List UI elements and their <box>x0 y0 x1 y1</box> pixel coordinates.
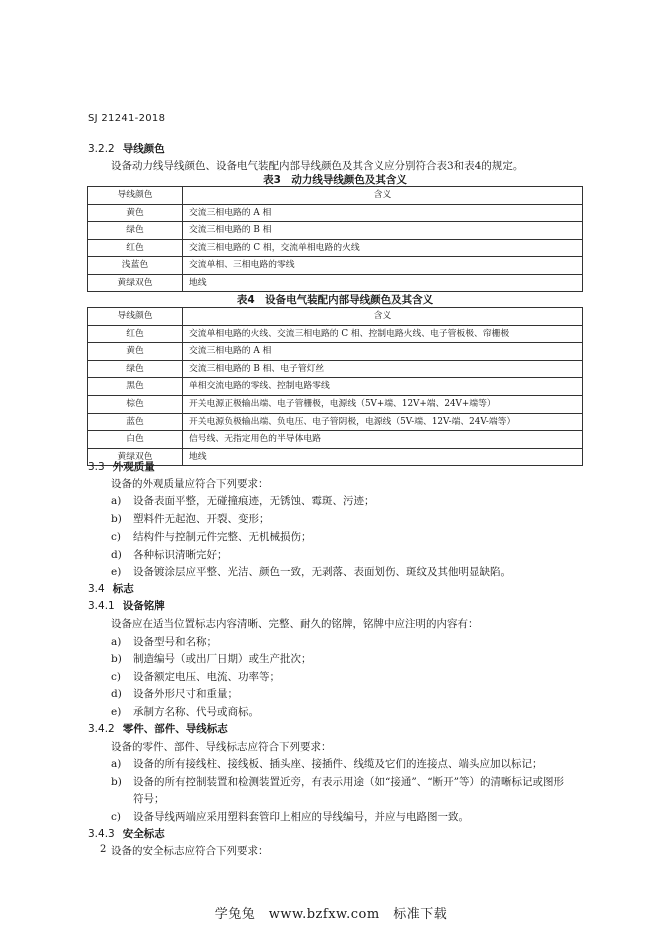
list-item-continuation: 符号； <box>133 793 165 805</box>
table-header-row <box>88 308 583 326</box>
table-row <box>88 448 583 466</box>
table-cell: 单相交流电路的零线、控制电路零线 <box>183 378 583 396</box>
table-row <box>88 360 583 378</box>
list-item: a) 设备表面平整，无碰撞痕迹，无锈蚀、霉斑、污迹； <box>111 495 375 507</box>
table-header-cell: 导线颜色 <box>88 187 183 205</box>
table-cell: 蓝色 <box>88 413 183 431</box>
section-3-4-1-intro: 设备应在适当位置标志内容清晰、完整、耐久的铭牌，铭牌中应注明的内容有： <box>111 618 479 630</box>
table-row <box>88 431 583 449</box>
table-cell: 黄绿双色 <box>88 448 183 466</box>
table-header-cell: 含义 <box>183 187 583 205</box>
list-item: c) 结构件与控制元件完整、无机械损伤； <box>111 531 312 543</box>
table-cell: 黑色 <box>88 378 183 396</box>
list-item: c) 设备额定电压、电流、功率等； <box>111 671 280 683</box>
table-cell: 交流三相电路的 B 相、电子管灯丝 <box>183 360 583 378</box>
table-cell: 信号线、无指定用色的半导体电路 <box>183 431 583 449</box>
table-header-row <box>88 187 583 205</box>
table-row <box>88 325 583 343</box>
section-3-4-2-intro: 设备的零件、部件、导线标志应符合下列要求： <box>111 741 332 753</box>
section-3-4-3-intro: 设备的安全标志应符合下列要求： <box>111 845 269 857</box>
section-3-4-1-heading: 3.4.1 设备铭牌 <box>88 600 165 612</box>
list-item: a) 设备型号和名称； <box>111 636 217 648</box>
list-item: b) 塑料件无起泡、开裂、变形； <box>111 513 270 525</box>
table-cell: 开关电源正极输出端、电子管栅极，电源线（5V+端、12V+端、24V+端等） <box>183 395 583 413</box>
list-item: c) 设备导线两端应采用塑料套管印上相应的导线编号，并应与电路图一致。 <box>111 811 469 823</box>
table-cell: 地线 <box>183 448 583 466</box>
table-cell: 棕色 <box>88 395 183 413</box>
list-item: e) 承制方名称、代号或商标。 <box>111 706 259 718</box>
table-cell: 黄色 <box>88 343 183 361</box>
table-row <box>88 274 583 292</box>
table-header-cell: 导线颜色 <box>88 308 183 326</box>
table-row <box>88 343 583 361</box>
table-3 <box>87 186 583 292</box>
table-row <box>88 395 583 413</box>
section-3-3-heading: 3.3 外观质量 <box>88 461 155 473</box>
table-cell: 交流三相电路的 C 相，交流单相电路的火线 <box>183 239 583 257</box>
table-cell: 浅蓝色 <box>88 257 183 275</box>
table-cell: 开关电源负极输出端、负电压、电子管阴极，电源线（5V-端、12V-端、24V-端等） <box>183 413 583 431</box>
table-cell: 绿色 <box>88 222 183 240</box>
table-cell: 交流三相电路的 A 相 <box>183 204 583 222</box>
table-3-caption: 表3 动力线导线颜色及其含义 <box>263 174 407 186</box>
table-header-cell: 含义 <box>183 308 583 326</box>
list-item: b) 设备的所有控制装置和检测装置近旁，有表示用途（如“接通”、“断开”等）的清晰标记或图形 <box>111 776 564 788</box>
table-row <box>88 204 583 222</box>
table-cell: 白色 <box>88 431 183 449</box>
document-id: SJ 21241-2018 <box>88 113 166 124</box>
table-cell: 黄绿双色 <box>88 274 183 292</box>
table-row <box>88 239 583 257</box>
table-row <box>88 378 583 396</box>
section-3-2-2-text: 设备动力线导线颜色、设备电气装配内部导线颜色及其含义应分别符合表3和表4的规定。 <box>111 160 524 172</box>
table-cell: 黄色 <box>88 204 183 222</box>
list-item: a) 设备的所有接线柱、接线板、插头座、接插件、线缆及它们的连接点、端头应加以标记； <box>111 758 543 770</box>
list-item: e) 设备镀涂层应平整、光洁、颜色一致，无剥落、表面划伤、斑纹及其他明显缺陷。 <box>111 566 511 578</box>
section-3-3-intro: 设备的外观质量应符合下列要求： <box>111 478 269 490</box>
table-4 <box>87 307 583 466</box>
table-cell: 红色 <box>88 239 183 257</box>
list-item: d) 各种标识清晰完好； <box>111 549 228 561</box>
table-cell: 交流单相电路的火线、交流三相电路的 C 相、控制电路火线、电子管板极、帘栅极 <box>183 325 583 343</box>
table-4-caption: 表4 设备电气装配内部导线颜色及其含义 <box>236 294 434 306</box>
table-cell: 交流三相电路的 A 相 <box>183 343 583 361</box>
section-3-4-2-heading: 3.4.2 零件、部件、导线标志 <box>88 723 228 735</box>
table-row <box>88 222 583 240</box>
table-cell: 交流单相、三相电路的零线 <box>183 257 583 275</box>
list-item: b) 制造编号（或出厂日期）或生产批次； <box>111 653 312 665</box>
list-item: d) 设备外形尺寸和重量； <box>111 688 238 700</box>
table-row <box>88 257 583 275</box>
section-3-4-3-heading: 3.4.3 安全标志 <box>88 828 165 840</box>
section-3-4-heading: 3.4 标志 <box>88 583 134 595</box>
table-cell: 红色 <box>88 325 183 343</box>
table-cell: 交流三相电路的 B 相 <box>183 222 583 240</box>
table-cell: 绿色 <box>88 360 183 378</box>
footer-watermark-text: 学兔兔 www.bzfxw.com 标准下载 <box>214 907 448 922</box>
page-number: 2 <box>100 844 107 855</box>
table-row <box>88 413 583 431</box>
table-cell: 地线 <box>183 274 583 292</box>
section-3-2-2-heading: 3.2.2 导线颜色 <box>88 143 165 155</box>
